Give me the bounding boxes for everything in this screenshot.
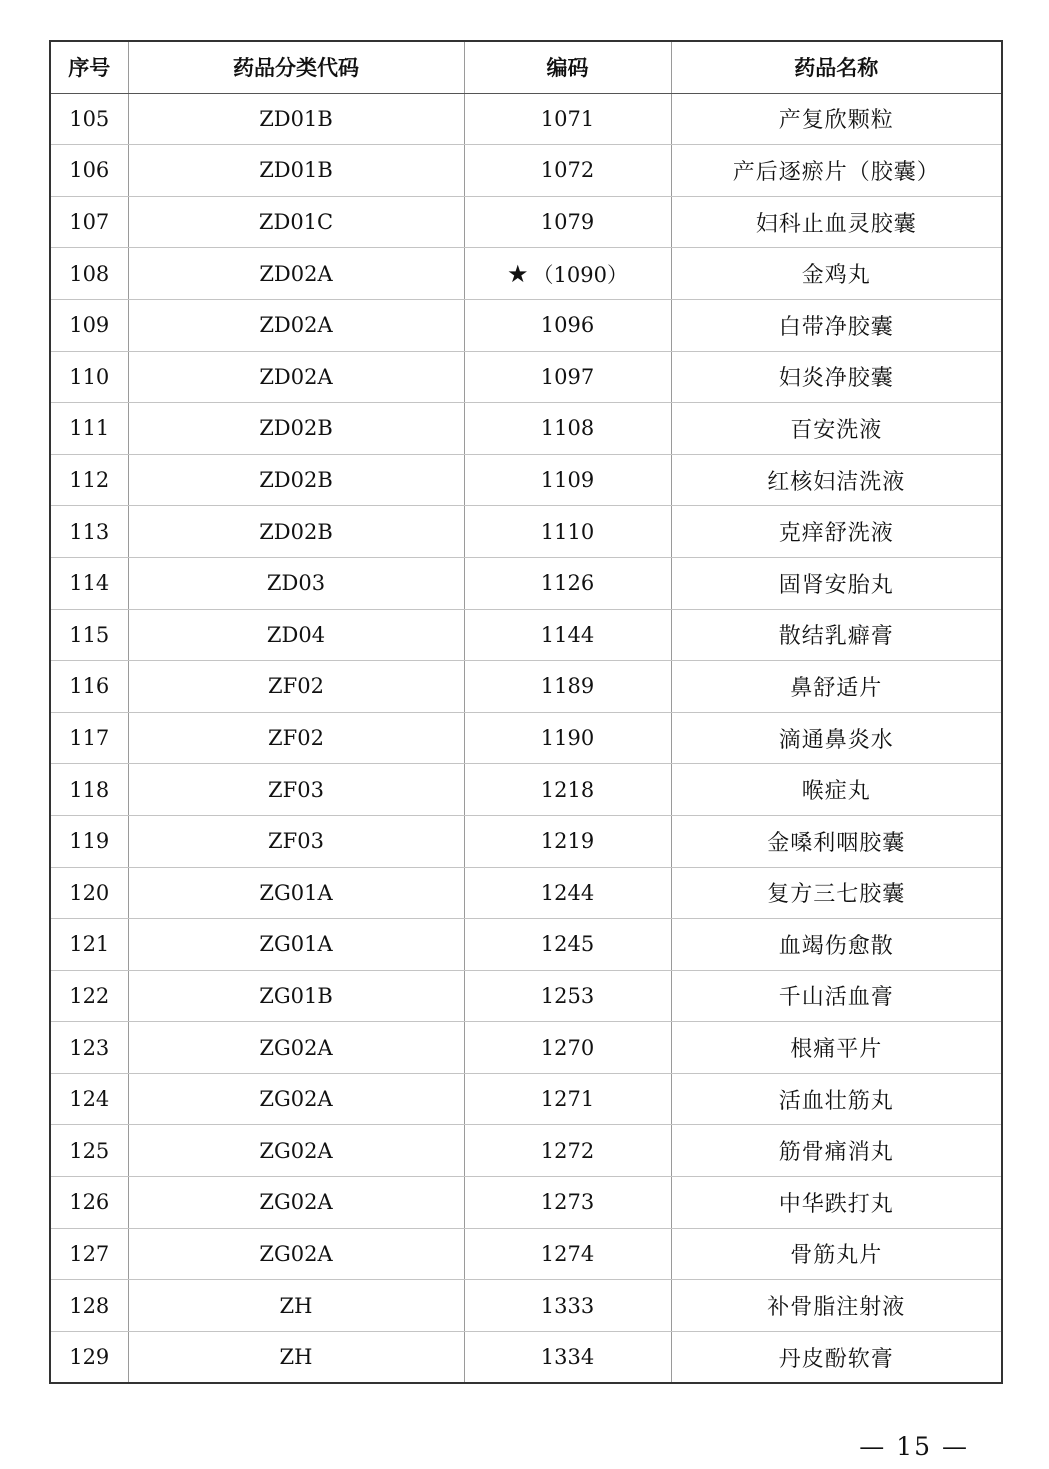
table-row bbox=[50, 764, 1002, 816]
code-text: （1090） bbox=[532, 262, 628, 287]
cell-code: 1109 bbox=[464, 454, 671, 506]
cell-serial-number: 117 bbox=[50, 712, 128, 764]
cell-serial-number: 106 bbox=[50, 145, 128, 197]
cell-drug-name: 活血壮筋丸 bbox=[671, 1073, 1002, 1125]
cell-drug-name: 鼻舒适片 bbox=[671, 661, 1002, 713]
table-row bbox=[50, 661, 1002, 713]
header-class-code: 药品分类代码 bbox=[128, 41, 464, 93]
cell-code: 1271 bbox=[464, 1073, 671, 1125]
cell-code: 1218 bbox=[464, 764, 671, 816]
cell-code: 1272 bbox=[464, 1125, 671, 1177]
cell-class-code: ZD02B bbox=[128, 454, 464, 506]
cell-drug-name: 妇科止血灵胶囊 bbox=[671, 196, 1002, 248]
cell-drug-name: 白带净胶囊 bbox=[671, 299, 1002, 351]
cell-drug-name: 百安洗液 bbox=[671, 403, 1002, 455]
cell-code: 1110 bbox=[464, 506, 671, 558]
table-row bbox=[50, 454, 1002, 506]
cell-drug-name: 散结乳癖膏 bbox=[671, 609, 1002, 661]
cell-serial-number: 105 bbox=[50, 93, 128, 145]
cell-drug-name: 产复欣颗粒 bbox=[671, 93, 1002, 145]
cell-class-code: ZH bbox=[128, 1331, 464, 1383]
cell-serial-number: 127 bbox=[50, 1228, 128, 1280]
cell-serial-number: 118 bbox=[50, 764, 128, 816]
cell-code bbox=[464, 248, 671, 300]
star-icon: ★ bbox=[507, 259, 529, 288]
cell-code: 1096 bbox=[464, 299, 671, 351]
table-body bbox=[50, 93, 1002, 1383]
cell-code: 1126 bbox=[464, 557, 671, 609]
cell-class-code: ZD01B bbox=[128, 93, 464, 145]
table-row bbox=[50, 919, 1002, 971]
cell-serial-number: 107 bbox=[50, 196, 128, 248]
cell-serial-number: 110 bbox=[50, 351, 128, 403]
cell-drug-name: 补骨脂注射液 bbox=[671, 1280, 1002, 1332]
cell-code: 1245 bbox=[464, 919, 671, 971]
cell-drug-name: 骨筋丸片 bbox=[671, 1228, 1002, 1280]
cell-drug-name: 红核妇洁洗液 bbox=[671, 454, 1002, 506]
cell-class-code: ZD02A bbox=[128, 351, 464, 403]
cell-class-code: ZD01B bbox=[128, 145, 464, 197]
cell-serial-number: 112 bbox=[50, 454, 128, 506]
cell-serial-number: 124 bbox=[50, 1073, 128, 1125]
cell-drug-name: 筋骨痛消丸 bbox=[671, 1125, 1002, 1177]
cell-class-code: ZG02A bbox=[128, 1073, 464, 1125]
cell-code: 1244 bbox=[464, 867, 671, 919]
cell-code: 1274 bbox=[464, 1228, 671, 1280]
cell-drug-name: 千山活血膏 bbox=[671, 970, 1002, 1022]
cell-serial-number: 114 bbox=[50, 557, 128, 609]
cell-class-code: ZF02 bbox=[128, 661, 464, 713]
table-row bbox=[50, 1280, 1002, 1332]
cell-drug-name: 滴通鼻炎水 bbox=[671, 712, 1002, 764]
cell-class-code: ZG01A bbox=[128, 919, 464, 971]
cell-drug-name: 产后逐瘀片（胶囊） bbox=[671, 145, 1002, 197]
table-row bbox=[50, 506, 1002, 558]
cell-drug-name: 固肾安胎丸 bbox=[671, 557, 1002, 609]
cell-class-code: ZD01C bbox=[128, 196, 464, 248]
table-row bbox=[50, 351, 1002, 403]
cell-code: 1072 bbox=[464, 145, 671, 197]
header-serial-number: 序号 bbox=[50, 41, 128, 93]
cell-serial-number: 115 bbox=[50, 609, 128, 661]
table-row bbox=[50, 1022, 1002, 1074]
cell-class-code: ZD02B bbox=[128, 403, 464, 455]
cell-serial-number: 125 bbox=[50, 1125, 128, 1177]
table-row bbox=[50, 557, 1002, 609]
cell-code: 1219 bbox=[464, 815, 671, 867]
cell-serial-number: 122 bbox=[50, 970, 128, 1022]
page-number: — 15 — bbox=[859, 1432, 969, 1461]
cell-serial-number: 128 bbox=[50, 1280, 128, 1332]
drug-table bbox=[49, 40, 1003, 1384]
cell-serial-number: 120 bbox=[50, 867, 128, 919]
cell-serial-number: 119 bbox=[50, 815, 128, 867]
header-code: 编码 bbox=[464, 41, 671, 93]
table-row bbox=[50, 196, 1002, 248]
cell-drug-name: 妇炎净胶囊 bbox=[671, 351, 1002, 403]
cell-class-code: ZF03 bbox=[128, 764, 464, 816]
table-row bbox=[50, 1073, 1002, 1125]
cell-serial-number: 129 bbox=[50, 1331, 128, 1383]
cell-code: 1071 bbox=[464, 93, 671, 145]
table-row bbox=[50, 970, 1002, 1022]
header-drug-name: 药品名称 bbox=[671, 41, 1002, 93]
table-row bbox=[50, 299, 1002, 351]
cell-class-code: ZG01B bbox=[128, 970, 464, 1022]
cell-code: 1144 bbox=[464, 609, 671, 661]
table-row bbox=[50, 403, 1002, 455]
cell-drug-name: 金鸡丸 bbox=[671, 248, 1002, 300]
cell-serial-number: 109 bbox=[50, 299, 128, 351]
table-row bbox=[50, 1177, 1002, 1229]
cell-class-code: ZG02A bbox=[128, 1125, 464, 1177]
cell-class-code: ZG02A bbox=[128, 1177, 464, 1229]
table-row bbox=[50, 609, 1002, 661]
cell-class-code: ZG02A bbox=[128, 1022, 464, 1074]
cell-serial-number: 113 bbox=[50, 506, 128, 558]
cell-class-code: ZG02A bbox=[128, 1228, 464, 1280]
table-row bbox=[50, 815, 1002, 867]
cell-code: 1270 bbox=[464, 1022, 671, 1074]
table-row bbox=[50, 248, 1002, 300]
cell-code: 1334 bbox=[464, 1331, 671, 1383]
table-header-row bbox=[50, 41, 1002, 93]
cell-drug-name: 丹皮酚软膏 bbox=[671, 1331, 1002, 1383]
cell-drug-name: 中华跌打丸 bbox=[671, 1177, 1002, 1229]
cell-code: 1189 bbox=[464, 661, 671, 713]
cell-code: 1273 bbox=[464, 1177, 671, 1229]
cell-code: 1079 bbox=[464, 196, 671, 248]
cell-code: 1108 bbox=[464, 403, 671, 455]
cell-class-code: ZD03 bbox=[128, 557, 464, 609]
cell-class-code: ZD04 bbox=[128, 609, 464, 661]
cell-drug-name: 金嗓利咽胶囊 bbox=[671, 815, 1002, 867]
cell-drug-name: 克痒舒洗液 bbox=[671, 506, 1002, 558]
cell-code: 1097 bbox=[464, 351, 671, 403]
cell-drug-name: 喉症丸 bbox=[671, 764, 1002, 816]
cell-class-code: ZF03 bbox=[128, 815, 464, 867]
cell-code: 1190 bbox=[464, 712, 671, 764]
cell-serial-number: 123 bbox=[50, 1022, 128, 1074]
cell-class-code: ZD02B bbox=[128, 506, 464, 558]
table-row bbox=[50, 867, 1002, 919]
cell-class-code: ZG01A bbox=[128, 867, 464, 919]
cell-class-code: ZH bbox=[128, 1280, 464, 1332]
cell-code: 1253 bbox=[464, 970, 671, 1022]
cell-class-code: ZD02A bbox=[128, 248, 464, 300]
table-row bbox=[50, 145, 1002, 197]
table-row bbox=[50, 712, 1002, 764]
cell-class-code: ZD02A bbox=[128, 299, 464, 351]
cell-drug-name: 血竭伤愈散 bbox=[671, 919, 1002, 971]
table-row bbox=[50, 93, 1002, 145]
cell-drug-name: 根痛平片 bbox=[671, 1022, 1002, 1074]
cell-serial-number: 116 bbox=[50, 661, 128, 713]
cell-serial-number: 121 bbox=[50, 919, 128, 971]
cell-drug-name: 复方三七胶囊 bbox=[671, 867, 1002, 919]
table-row bbox=[50, 1228, 1002, 1280]
cell-serial-number: 111 bbox=[50, 403, 128, 455]
table-row bbox=[50, 1331, 1002, 1383]
cell-code: 1333 bbox=[464, 1280, 671, 1332]
table-row bbox=[50, 1125, 1002, 1177]
cell-class-code: ZF02 bbox=[128, 712, 464, 764]
cell-serial-number: 126 bbox=[50, 1177, 128, 1229]
cell-serial-number: 108 bbox=[50, 248, 128, 300]
